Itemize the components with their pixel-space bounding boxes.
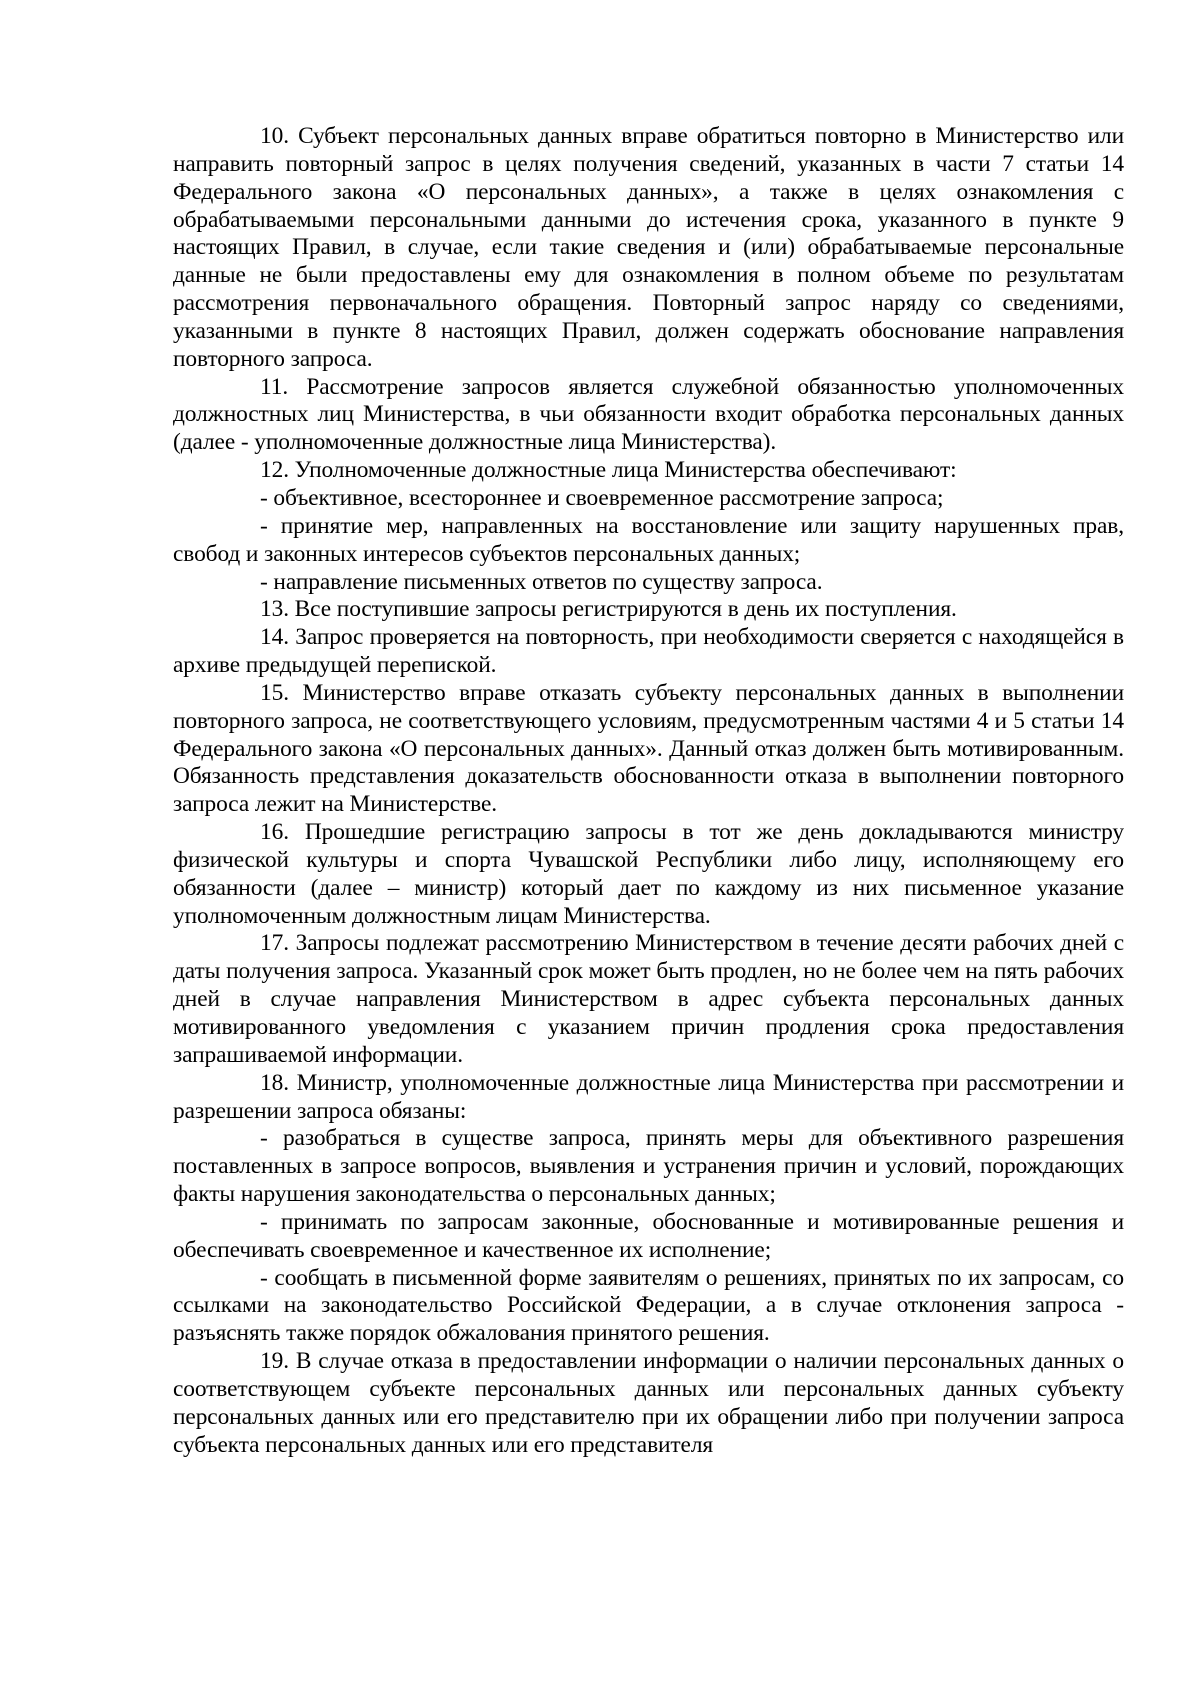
- paragraph-13: 13. Все поступившие запросы регистрируются в день их поступления.: [260, 596, 957, 623]
- paragraph-14: 14. Запрос проверяется на повторность, при необходимости сверяется с находящейся в архиве предыдущей перепиской.: [173, 624, 1124, 679]
- paragraph-10: 10. Субъект персональных данных вправе обратиться повторно в Министерство или направить повторный запрос в целях получения сведений, указанных в части 7 статьи 14 Федерального закона «О персональных данных», а также в целях ознакомления с обрабатываемыми персональными данными до истечения срока, указанного в пункте 9 настоящих Правил, в случае, если такие сведения и (или) обрабатываемые персональные данные не были предоставлены ему для ознакомления в полном объеме по результатам рассмотрения первоначального обращения. Повторный запрос наряду со сведениями, указанными в пункте 8 настоящих Правил, должен содержать обоснование направления повторного запроса.: [173, 123, 1124, 372]
- document-page: [173, 123, 1124, 1460]
- list-item-investigate-request: - разобраться в существе запроса, принять меры для объективного разрешения поставленных в запросе вопросов, выявления и устранения причин и условий, порождающих факты нарушения законодательства о персональных данных;: [173, 1125, 1124, 1208]
- paragraph-16: 16. Прошедшие регистрацию запросы в тот же день докладываются министру физической культуры и спорта Чувашской Республики либо лицу, исполняющему его обязанности (далее – министр) который дает по каждому из них письменное указание уполномоченным должностным лицам Министерства.: [173, 819, 1124, 929]
- paragraph-19: 19. В случае отказа в предоставлении информации о наличии персональных данных о соответствующем субъекте персональных данных или персональных данных субъекту персональных данных или его представителю при их обращении либо при получении запроса субъекта персональных данных или его представителя: [173, 1348, 1124, 1458]
- list-item-written-answers: - направление письменных ответов по существу запроса.: [260, 568, 823, 595]
- list-item-objective-review: - объективное, всестороннее и своевременное рассмотрение запроса;: [260, 484, 944, 511]
- list-item-restoration-measures: - принятие мер, направленных на восстановление или защиту нарушенных прав, свобод и законных интересов субъектов персональных данных;: [173, 512, 1124, 567]
- paragraph-11: 11. Рассмотрение запросов является служебной обязанностью уполномоченных должностных лиц Министерства, в чьи обязанности входит обработка персональных данных (далее - уполномоченные должностные лица Министерства).: [173, 373, 1124, 456]
- paragraph-12: 12. Уполномоченные должностные лица Министерства обеспечивают:: [260, 457, 957, 484]
- list-item-lawful-decisions: - принимать по запросам законные, обоснованные и мотивированные решения и обеспечивать своевременное и качественное их исполнение;: [173, 1208, 1124, 1263]
- paragraph-18: 18. Министр, уполномоченные должностные лица Министерства при рассмотрении и разрешении запроса обязаны:: [173, 1069, 1124, 1124]
- list-item-inform-applicants: - сообщать в письменной форме заявителям о решениях, принятых по их запросам, со ссылками на законодательство Российской Федерации, а в случае отклонения запроса - разъяснять также порядок обжалования принятого решения.: [173, 1264, 1124, 1347]
- paragraph-17: 17. Запросы подлежат рассмотрению Министерством в течение десяти рабочих дней с даты получения запроса. Указанный срок может быть продлен, но не более чем на пять рабочих дней в случае направления Министерством в адрес субъекта персональных данных мотивированного уведомления с указанием причин продления срока предоставления запрашиваемой информации.: [173, 930, 1124, 1068]
- paragraph-15: 15. Министерство вправе отказать субъекту персональных данных в выполнении повторного запроса, не соответствующего условиям, предусмотренным частями 4 и 5 статьи 14 Федерального закона «О персональных данных». Данный отказ должен быть мотивированным. Обязанность представления доказательств обоснованности отказа в выполнении повторного запроса лежит на Министерстве.: [173, 679, 1124, 818]
